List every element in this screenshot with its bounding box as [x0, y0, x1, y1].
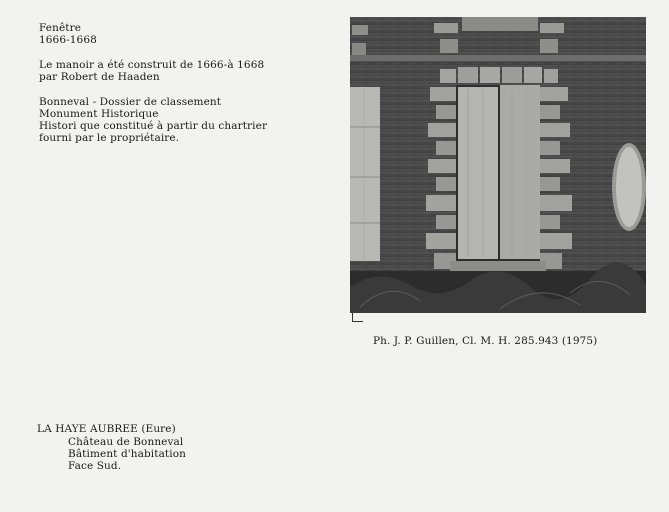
photograph-window-facade	[350, 17, 646, 313]
description-line-2: par Robert de Haaden	[39, 71, 160, 83]
source-line-3: Histori que constitué à partir du chartrier	[39, 120, 268, 132]
photo-corner-mark	[352, 313, 363, 322]
source-line-2: Monument Historique	[39, 108, 159, 120]
location-commune: LA HAYE AUBREE (Eure)	[37, 423, 176, 435]
location-building: Château de Bonneval	[68, 436, 184, 448]
source-line-4: fourni par le propriétaire.	[39, 132, 180, 144]
record-title: Fenêtre	[39, 22, 82, 34]
record-date: 1666-1668	[39, 34, 97, 46]
description-line-1: Le manoir a été construit de 1666-à 1668	[39, 59, 265, 71]
photo-credit: Ph. J. P. Guillen, Cl. M. H. 285.943 (1975)	[373, 335, 598, 347]
location-facade: Face Sud.	[68, 460, 122, 472]
location-part: Bâtiment d'habitation	[68, 448, 186, 460]
source-line-1: Bonneval - Dossier de classement	[39, 96, 222, 108]
